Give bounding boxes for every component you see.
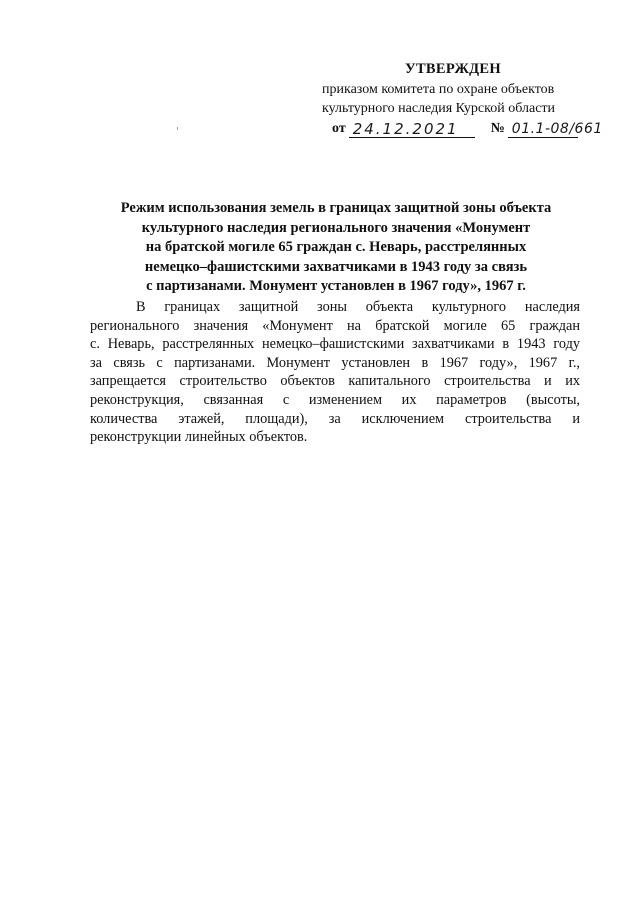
title-line: культурного наследия регионального значения «Монумент [141, 219, 531, 236]
title-line: на братской могиле 65 граждан с. Неварь, расстрелянных [145, 239, 527, 256]
body-line: В границах защитной зоны объекта культурного наследия [136, 299, 580, 315]
body-line: реконструкции линейных объектов. [90, 429, 308, 446]
approval-stamp-block [322, 60, 612, 138]
body-paragraph [90, 298, 580, 447]
document-title [96, 199, 576, 297]
title-line: немецко–фашистскими захватчиками в 1943 году за связь [144, 258, 528, 275]
title-line: с партизанами. Монумент установлен в 1967 году», 1967 г. [146, 278, 526, 295]
handwritten-date: 24.12.2021 [349, 121, 475, 138]
scan-artifact-mark [177, 127, 178, 130]
body-line: за связь с партизанами. Монумент установлен в 1967 году», 1967 г., [90, 354, 580, 371]
date-prefix: от [332, 121, 346, 136]
body-line: количества этажей, площади), за исключением строительства и [90, 410, 580, 427]
body-line: с. Неварь, расстрелянных немецко–фашистскими захватчиками в 1943 году [90, 336, 580, 353]
body-line: регионального значения «Монумент на братской могиле 65 граждан [90, 317, 580, 334]
title-line: Режим использования земель в границах защитной зоны объекта [120, 200, 552, 216]
handwritten-order-number: 01.1-08/661 [508, 121, 578, 138]
body-line: запрещается строительство объектов капитального строительства и их [90, 373, 580, 390]
approval-line-committee: культурного наследия Курской области [322, 101, 556, 116]
number-prefix: № [490, 121, 505, 136]
approval-line-order: приказом комитета по охране объектов [322, 82, 555, 97]
body-line: реконструкция, связанная с изменением их параметров (высоты, [90, 391, 580, 408]
approval-date-number-line [332, 119, 612, 138]
approval-heading: УТВЕРЖДЕН [405, 61, 501, 77]
